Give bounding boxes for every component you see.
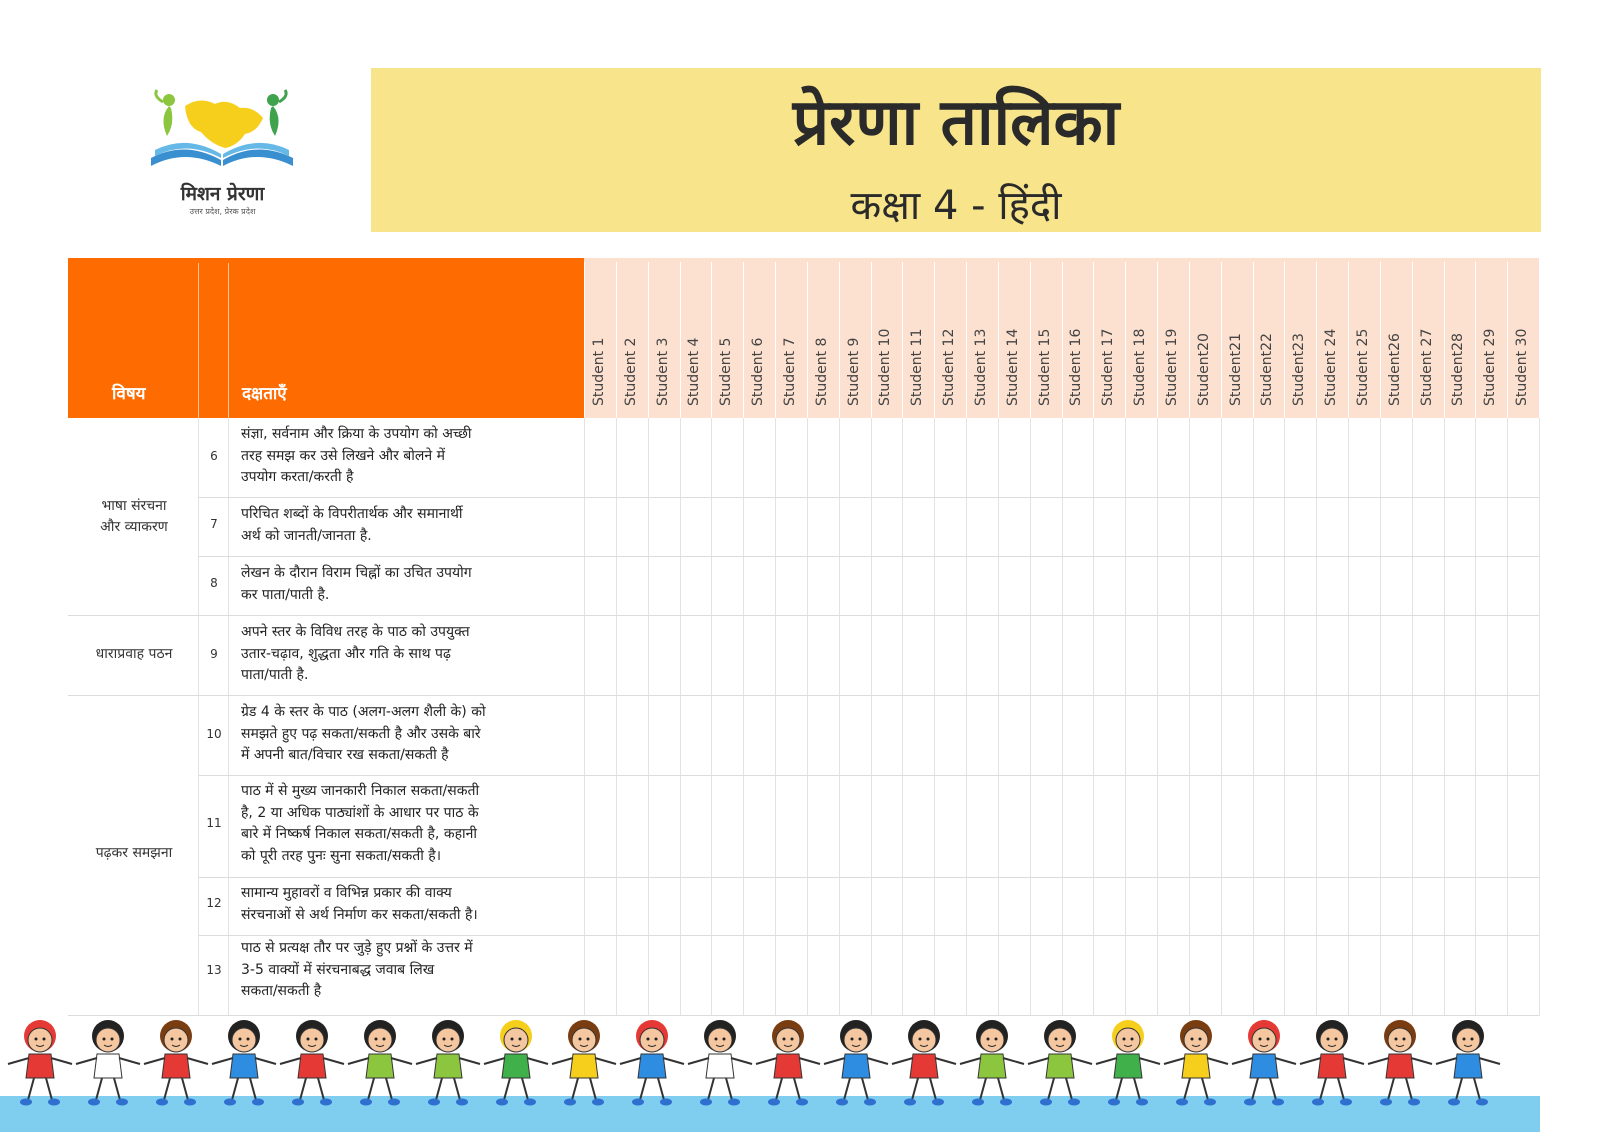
- skill-text: [241, 504, 571, 547]
- skill-line: पाठ में से मुख्य जानकारी निकाल सकता/सकती: [241, 783, 480, 799]
- student-column-header: [934, 258, 966, 418]
- column-divider: [1316, 262, 1317, 418]
- grid-line: [1539, 418, 1540, 1016]
- column-divider: [1444, 262, 1445, 418]
- grid-line: [68, 695, 1539, 696]
- kid-figure: [144, 1020, 208, 1106]
- grid-line: [775, 418, 776, 1016]
- skill-line: को पूरी तरह पुनः सुना सकता/सकती है।: [241, 847, 442, 864]
- skill-line: 3-5 वाक्यों में संरचनाबद्ध जवाब लिख: [241, 961, 435, 978]
- student-column-header: [902, 258, 934, 418]
- student-name: Student 30: [1514, 328, 1531, 406]
- student-name: Student 5: [718, 337, 735, 406]
- skill-line: संज्ञा, सर्वनाम और क्रिया के उपयोग को अच्छी: [241, 426, 472, 442]
- column-divider: [1475, 262, 1476, 418]
- row-number: 11: [206, 816, 222, 830]
- page-title: प्रेरणा तालिका: [792, 86, 1120, 160]
- column-divider: [743, 262, 744, 418]
- kid-figure: [960, 1020, 1024, 1106]
- student-name: Student 12: [941, 328, 958, 406]
- skill-line: परिचित शब्दों के विपरीतार्थक और समानार्थी: [241, 506, 463, 522]
- kid-figure: [892, 1020, 956, 1106]
- row-number: 9: [210, 647, 218, 661]
- header-divider: [198, 263, 199, 418]
- grid-line: [711, 418, 712, 1016]
- grid-line: [934, 418, 935, 1016]
- subject-line: धाराप्रवाह पठन: [95, 646, 173, 662]
- column-divider: [807, 262, 808, 418]
- kid-figure: [484, 1020, 548, 1106]
- column-divider: [1253, 262, 1254, 418]
- grid-line: [680, 418, 681, 1016]
- kid-figure: [8, 1020, 72, 1106]
- column-divider: [680, 262, 681, 418]
- skill-line: कर पाता/पाती है.: [241, 586, 330, 603]
- student-column-header: [1380, 258, 1412, 418]
- student-column-header: [711, 258, 743, 418]
- kid-figure: [552, 1020, 616, 1106]
- grid-line: [198, 775, 1539, 776]
- skill-line: सकता/सकती है: [241, 983, 322, 999]
- logo-name: मिशन प्रेरणा: [180, 183, 265, 205]
- skill-line: समझते हुए पढ़ सकता/सकती है और उसके बारे: [241, 725, 481, 742]
- skill-line: तरह समझ कर उसे लिखने और बोलने में: [241, 447, 445, 464]
- student-name: Student 9: [845, 337, 862, 406]
- skill-line: ग्रेड 4 के स्तर के पाठ (अलग-अलग शैली के) को: [241, 704, 486, 720]
- student-name: Student28: [1450, 333, 1467, 406]
- student-column-header: [680, 258, 712, 418]
- column-divider: [775, 262, 776, 418]
- student-name: Student26: [1386, 333, 1403, 406]
- header-divider: [228, 263, 229, 418]
- kid-figure: [212, 1020, 276, 1106]
- grid-line: [871, 418, 872, 1016]
- kid-figure: [756, 1020, 820, 1106]
- kid-figure: [1300, 1020, 1364, 1106]
- kid-figure: [620, 1020, 684, 1106]
- grid-line: [1348, 418, 1349, 1016]
- column-divider: [1189, 262, 1190, 418]
- student-name: Student 18: [1132, 328, 1149, 406]
- subject-line: पढ़कर समझना: [95, 845, 173, 861]
- student-column-header: [998, 258, 1030, 418]
- student-column-header: [743, 258, 775, 418]
- kid-figure: [1164, 1020, 1228, 1106]
- skill-line: लेखन के दौरान विराम चिह्नों का उचित उपयोग: [241, 565, 472, 581]
- student-name: Student 15: [1036, 328, 1053, 406]
- grid-line: [743, 418, 744, 1016]
- student-column-header: [1093, 258, 1125, 418]
- skill-line: अपने स्तर के विविध तरह के पाठ को उपयुक्त: [241, 624, 470, 640]
- row-number: 6: [210, 449, 218, 463]
- grid-line: [1444, 418, 1445, 1016]
- student-name: Student 16: [1068, 328, 1085, 406]
- column-divider: [1380, 262, 1381, 418]
- skill-text: [241, 424, 571, 489]
- kids-illustration: [0, 1016, 1540, 1132]
- column-divider: [871, 262, 872, 418]
- page-subtitle: कक्षा 4 - हिंदी: [850, 183, 1062, 229]
- skill-text: [241, 938, 571, 1003]
- student-name: Student 6: [750, 337, 767, 406]
- skill-line: है, 2 या अधिक पाठ्यांशों के आधार पर पाठ के: [241, 804, 479, 821]
- column-divider: [711, 262, 712, 418]
- student-column-header: [1475, 258, 1507, 418]
- skill-line: उतार-चढ़ाव, शुद्धता और गति के साथ पढ़: [241, 645, 451, 662]
- student-name: Student 11: [909, 328, 926, 406]
- skill-text: [241, 883, 571, 926]
- grid-line: [198, 418, 199, 1016]
- grid-line: [1221, 418, 1222, 1016]
- grid-line: [1030, 418, 1031, 1016]
- student-name: Student 4: [686, 337, 703, 406]
- skill-line: सामान्य मुहावरों व विभिन्न प्रकार की वाक्य: [241, 885, 452, 901]
- student-name: Student 10: [877, 328, 894, 406]
- student-column-header: [871, 258, 903, 418]
- grid-line: [584, 418, 585, 1016]
- skill-line: उपयोग करता/करती है: [241, 469, 354, 485]
- skill-text: [241, 781, 571, 867]
- grid-line: [1157, 418, 1158, 1016]
- student-column-header: [1348, 258, 1380, 418]
- student-name: Student 2: [622, 337, 639, 406]
- student-column-header: [1157, 258, 1189, 418]
- student-name: Student 27: [1418, 328, 1435, 406]
- column-divider: [1412, 262, 1413, 418]
- grid-line: [1093, 418, 1094, 1016]
- subject-language-structure: [70, 496, 198, 538]
- column-divider: [902, 262, 903, 418]
- kid-figure: [76, 1020, 140, 1106]
- grid-line: [807, 418, 808, 1016]
- student-column-header: [1507, 258, 1539, 418]
- skill-line: बारे में निष्कर्ष निकाल सकता/सकती है, कहानी: [241, 826, 478, 842]
- grid-line: [1507, 418, 1508, 1016]
- column-divider: [1093, 262, 1094, 418]
- student-name: Student 17: [1100, 328, 1117, 406]
- grid-line: [966, 418, 967, 1016]
- grid-line: [1475, 418, 1476, 1016]
- grid-line: [1316, 418, 1317, 1016]
- subject-fluent-reading: [70, 644, 198, 665]
- column-divider: [584, 262, 585, 418]
- column-divider: [966, 262, 967, 418]
- column-divider: [1221, 262, 1222, 418]
- skills-column-header: दक्षताएँ: [242, 384, 287, 404]
- student-column-header: [1444, 258, 1476, 418]
- skill-text: [241, 622, 571, 687]
- column-divider: [934, 262, 935, 418]
- grid-line: [1412, 418, 1413, 1016]
- kids-footer-decoration: [0, 1016, 1540, 1132]
- student-column-header: [1284, 258, 1316, 418]
- student-column-header: [1030, 258, 1062, 418]
- kid-figure: [1436, 1020, 1500, 1106]
- row-number: 10: [206, 727, 222, 741]
- grid-line: [198, 497, 1539, 498]
- column-divider: [1062, 262, 1063, 418]
- column-divider: [998, 262, 999, 418]
- student-name: Student 29: [1482, 328, 1499, 406]
- student-column-header: [1125, 258, 1157, 418]
- grid-line: [998, 418, 999, 1016]
- student-name: Student 25: [1354, 328, 1371, 406]
- student-column-header: [648, 258, 680, 418]
- student-name: Student 3: [654, 337, 671, 406]
- grid-line: [1284, 418, 1285, 1016]
- column-divider: [1030, 262, 1031, 418]
- student-name: Student23: [1291, 333, 1308, 406]
- column-divider: [648, 262, 649, 418]
- student-column-header: [584, 258, 616, 418]
- kid-figure: [416, 1020, 480, 1106]
- kid-figure: [280, 1020, 344, 1106]
- grid-line: [1380, 418, 1381, 1016]
- student-name: Student21: [1227, 333, 1244, 406]
- subject-column-header: विषय: [112, 384, 146, 404]
- kid-figure: [1368, 1020, 1432, 1106]
- grid-line: [902, 418, 903, 1016]
- grid-line: [1253, 418, 1254, 1016]
- column-divider: [1348, 262, 1349, 418]
- grid-line: [198, 935, 1539, 936]
- grid-line: [228, 418, 229, 1016]
- row-number: 12: [206, 896, 222, 910]
- subject-reading-comprehension: [70, 843, 198, 864]
- grid-line: [1189, 418, 1190, 1016]
- subject-line: और व्याकरण: [100, 519, 168, 535]
- student-columns-header: [584, 258, 1539, 418]
- skill-text: [241, 563, 571, 606]
- mission-prerna-logo: [145, 88, 300, 218]
- student-column-header: [1189, 258, 1221, 418]
- student-name: Student 14: [1004, 328, 1021, 406]
- grid-line: [648, 418, 649, 1016]
- column-divider: [1157, 262, 1158, 418]
- grid-line: [68, 615, 1539, 616]
- student-column-header: [807, 258, 839, 418]
- student-column-header: [839, 258, 871, 418]
- student-column-header: [1253, 258, 1285, 418]
- student-column-header: [1316, 258, 1348, 418]
- logo-tagline: उत्तर प्रदेश, प्रेरक प्रदेश: [189, 207, 256, 216]
- grid-line: [839, 418, 840, 1016]
- grid-line: [1125, 418, 1126, 1016]
- row-number: 7: [210, 517, 218, 531]
- student-column-header: [1062, 258, 1094, 418]
- kid-figure: [1232, 1020, 1296, 1106]
- row-number: 13: [206, 963, 222, 977]
- grid-line: [198, 556, 1539, 557]
- student-name: Student20: [1195, 333, 1212, 406]
- kid-figure: [688, 1020, 752, 1106]
- student-column-header: [966, 258, 998, 418]
- column-divider: [616, 262, 617, 418]
- student-column-header: [1412, 258, 1444, 418]
- grid-line: [198, 877, 1539, 878]
- logo-map-book-icon: [145, 88, 300, 178]
- skill-line: पाठ से प्रत्यक्ष तौर पर जुड़े हुए प्रश्नों के उत्तर में: [241, 940, 473, 956]
- kid-figure: [824, 1020, 888, 1106]
- student-column-header: [775, 258, 807, 418]
- student-name: Student 19: [1163, 328, 1180, 406]
- skill-line: अर्थ को जानती/जानता है.: [241, 527, 372, 544]
- student-name: Student 1: [590, 337, 607, 406]
- column-divider: [1507, 262, 1508, 418]
- student-name: Student22: [1259, 333, 1276, 406]
- column-divider: [839, 262, 840, 418]
- student-name: Student 7: [781, 337, 798, 406]
- student-name: Student 13: [972, 328, 989, 406]
- column-divider: [1125, 262, 1126, 418]
- column-divider: [1284, 262, 1285, 418]
- student-name: Student 8: [813, 337, 830, 406]
- grid-line: [616, 418, 617, 1016]
- student-name: Student 24: [1323, 328, 1340, 406]
- subject-line: भाषा संरचना: [101, 498, 167, 514]
- student-column-header: [1221, 258, 1253, 418]
- student-column-header: [616, 258, 648, 418]
- skill-line: संरचनाओं से अर्थ निर्माण कर सकता/सकती है।: [241, 906, 478, 923]
- skill-text: [241, 702, 571, 767]
- skill-line: पाता/पाती है.: [241, 667, 309, 683]
- title-banner: [371, 68, 1541, 232]
- skill-line: में अपनी बात/विचार रख सकता/सकती है: [241, 747, 449, 763]
- kid-figure: [1096, 1020, 1160, 1106]
- kid-figure: [1028, 1020, 1092, 1106]
- kid-figure: [348, 1020, 412, 1106]
- row-number: 8: [210, 576, 218, 590]
- grid-line: [1062, 418, 1063, 1016]
